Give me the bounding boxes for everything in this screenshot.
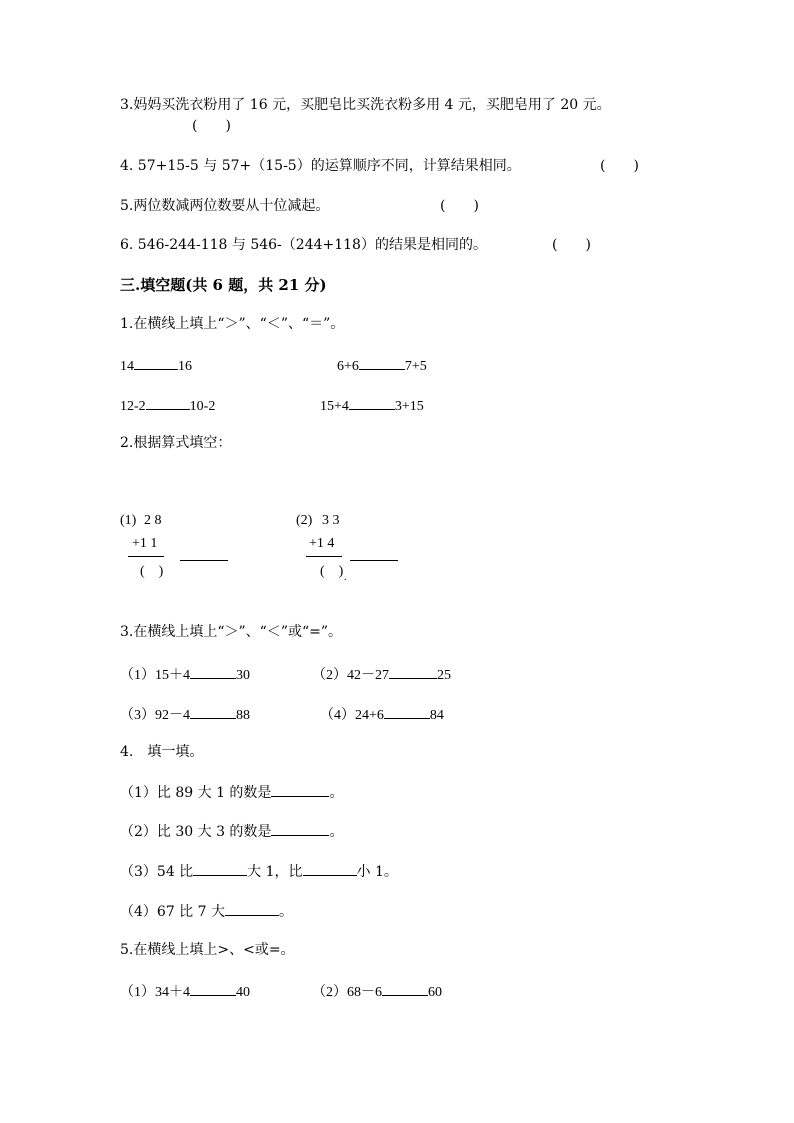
answer-blank[interactable] — [190, 704, 236, 719]
q5-item-2-left: 68－6 — [347, 985, 382, 1000]
q4-item-1-pre: （1）比 89 大 1 的数是 — [120, 785, 272, 801]
q3-item-2-left: 42－27 — [347, 668, 389, 683]
q4-item-1-post: 。 — [329, 785, 344, 801]
q3-item-2-label: （2） — [312, 668, 347, 683]
q5-item-2-label: （2） — [312, 985, 347, 1000]
q4-item-3-pre: （3）54 比 — [120, 864, 194, 880]
q2-title: 2.根据算式填空： — [120, 435, 232, 451]
answer-blank[interactable] — [134, 355, 178, 370]
q4-item-1 — [120, 782, 343, 802]
q1-item-1 — [120, 355, 192, 376]
q4-item-3 — [120, 861, 398, 881]
judge-q5-answer: ( ) — [440, 198, 479, 214]
q1-item-2 — [337, 355, 427, 376]
q3-item-3-right: 88 — [236, 708, 250, 723]
judge-q3-text: 3.妈妈买洗衣粉用了 16 元，买肥皂比买洗衣粉多用 4 元，买肥皂用了 20 元。 — [120, 97, 611, 113]
answer-blank[interactable] — [190, 664, 236, 679]
q1-item-4-right: 3+15 — [394, 399, 424, 414]
q3-item-4-left: 24+6 — [355, 708, 384, 723]
answer-blank[interactable] — [193, 861, 247, 876]
answer-blank[interactable] — [271, 821, 329, 836]
q4-title: 4. 填一填。 — [120, 744, 204, 760]
answer-blank[interactable] — [180, 560, 228, 561]
q3-item-4-label: （4） — [320, 708, 355, 723]
q4-item-4 — [120, 901, 293, 921]
q3-item-1-label: （1） — [120, 668, 155, 683]
q5-item-1-right: 40 — [236, 985, 250, 1000]
answer-blank[interactable] — [303, 861, 357, 876]
q1-item-1-left: 14 — [120, 359, 134, 374]
q1-item-4-left: 15+4 — [320, 399, 349, 414]
q3-item-3-left: 92－4 — [155, 708, 190, 723]
q3-item-2 — [312, 664, 451, 685]
q1-item-3 — [120, 395, 215, 416]
q2-dot: . — [344, 572, 347, 583]
q2-1-top: 2 8 — [144, 513, 162, 528]
answer-blank[interactable] — [359, 355, 405, 370]
q5-item-2 — [312, 981, 442, 1002]
q4-item-2-pre: （2）比 30 大 3 的数是 — [120, 824, 272, 840]
answer-blank[interactable] — [350, 560, 398, 561]
q4-item-2 — [120, 821, 343, 841]
judge-q5-text: 5.两位数减两位数要从十位减起。 — [120, 198, 330, 214]
q2-2-label: (2) — [296, 513, 313, 528]
q2-2-rule — [306, 556, 342, 557]
q2-2-result: ( ) — [320, 564, 344, 579]
q1-item-2-left: 6+6 — [337, 359, 359, 374]
q1-item-3-left: 12-2 — [120, 399, 146, 414]
q2-2-top: 3 3 — [322, 513, 340, 528]
q1-item-3-right: 10-2 — [189, 399, 216, 414]
q5-item-2-right: 60 — [428, 985, 442, 1000]
answer-blank[interactable] — [382, 981, 428, 996]
q3-item-3 — [120, 704, 250, 725]
q3-item-3-label: （3） — [120, 708, 155, 723]
answer-blank[interactable] — [225, 901, 279, 916]
q4-item-2-post: 。 — [329, 824, 344, 840]
q1-title: 1.在横线上填上“＞”、“＜”、“＝”。 — [120, 316, 345, 332]
q4-item-3-mid: 大 1，比 — [247, 864, 303, 880]
answer-blank[interactable] — [384, 704, 430, 719]
q2-1-label: (1) — [120, 513, 137, 528]
judge-q3-answer: ( ) — [192, 118, 231, 134]
q4-item-4-pre: （4）67 比 7 大 — [120, 904, 225, 920]
q5-item-1 — [120, 981, 250, 1002]
q2-1-rule — [128, 556, 164, 557]
answer-blank[interactable] — [271, 782, 329, 797]
q3-item-1-left: 15＋4 — [155, 668, 190, 683]
q4-item-4-post: 。 — [278, 904, 293, 920]
q2-1-result: ( ) — [140, 564, 164, 579]
judge-q4-text: 4. 57+15-5 与 57+（15-5）的运算顺序不同，计算结果相同。 — [120, 158, 521, 174]
answer-blank[interactable] — [190, 981, 236, 996]
q1-item-4 — [320, 395, 424, 416]
answer-blank[interactable] — [146, 395, 190, 410]
q3-title: 3.在横线上填上“＞”、“＜”或“=”。 — [120, 624, 343, 640]
q3-item-1 — [120, 664, 250, 685]
q5-title: 5.在横线上填上>、<或=。 — [120, 942, 295, 958]
judge-q6-text: 6. 546-244-118 与 546-（244+118）的结果是相同的。 — [120, 237, 487, 253]
q2-1-op: +1 1 — [132, 536, 158, 551]
q1-item-2-right: 7+5 — [404, 359, 427, 374]
q2-2-op: +1 4 — [309, 536, 335, 551]
q3-item-2-right: 25 — [437, 668, 451, 683]
q3-item-4-right: 84 — [429, 708, 444, 723]
section-title: 三.填空题(共 6 题，共 21 分) — [120, 276, 327, 294]
answer-blank[interactable] — [389, 664, 437, 679]
q4-item-3-post: 小 1。 — [356, 864, 398, 880]
q5-item-1-left: 34＋4 — [155, 985, 190, 1000]
judge-q4-answer: ( ) — [600, 158, 639, 174]
q5-item-1-label: （1） — [120, 985, 155, 1000]
q3-item-1-right: 30 — [236, 668, 250, 683]
answer-blank[interactable] — [349, 395, 395, 410]
q3-item-4 — [320, 704, 444, 725]
judge-q6-answer: ( ) — [552, 237, 591, 253]
q1-item-1-right: 16 — [178, 359, 192, 374]
